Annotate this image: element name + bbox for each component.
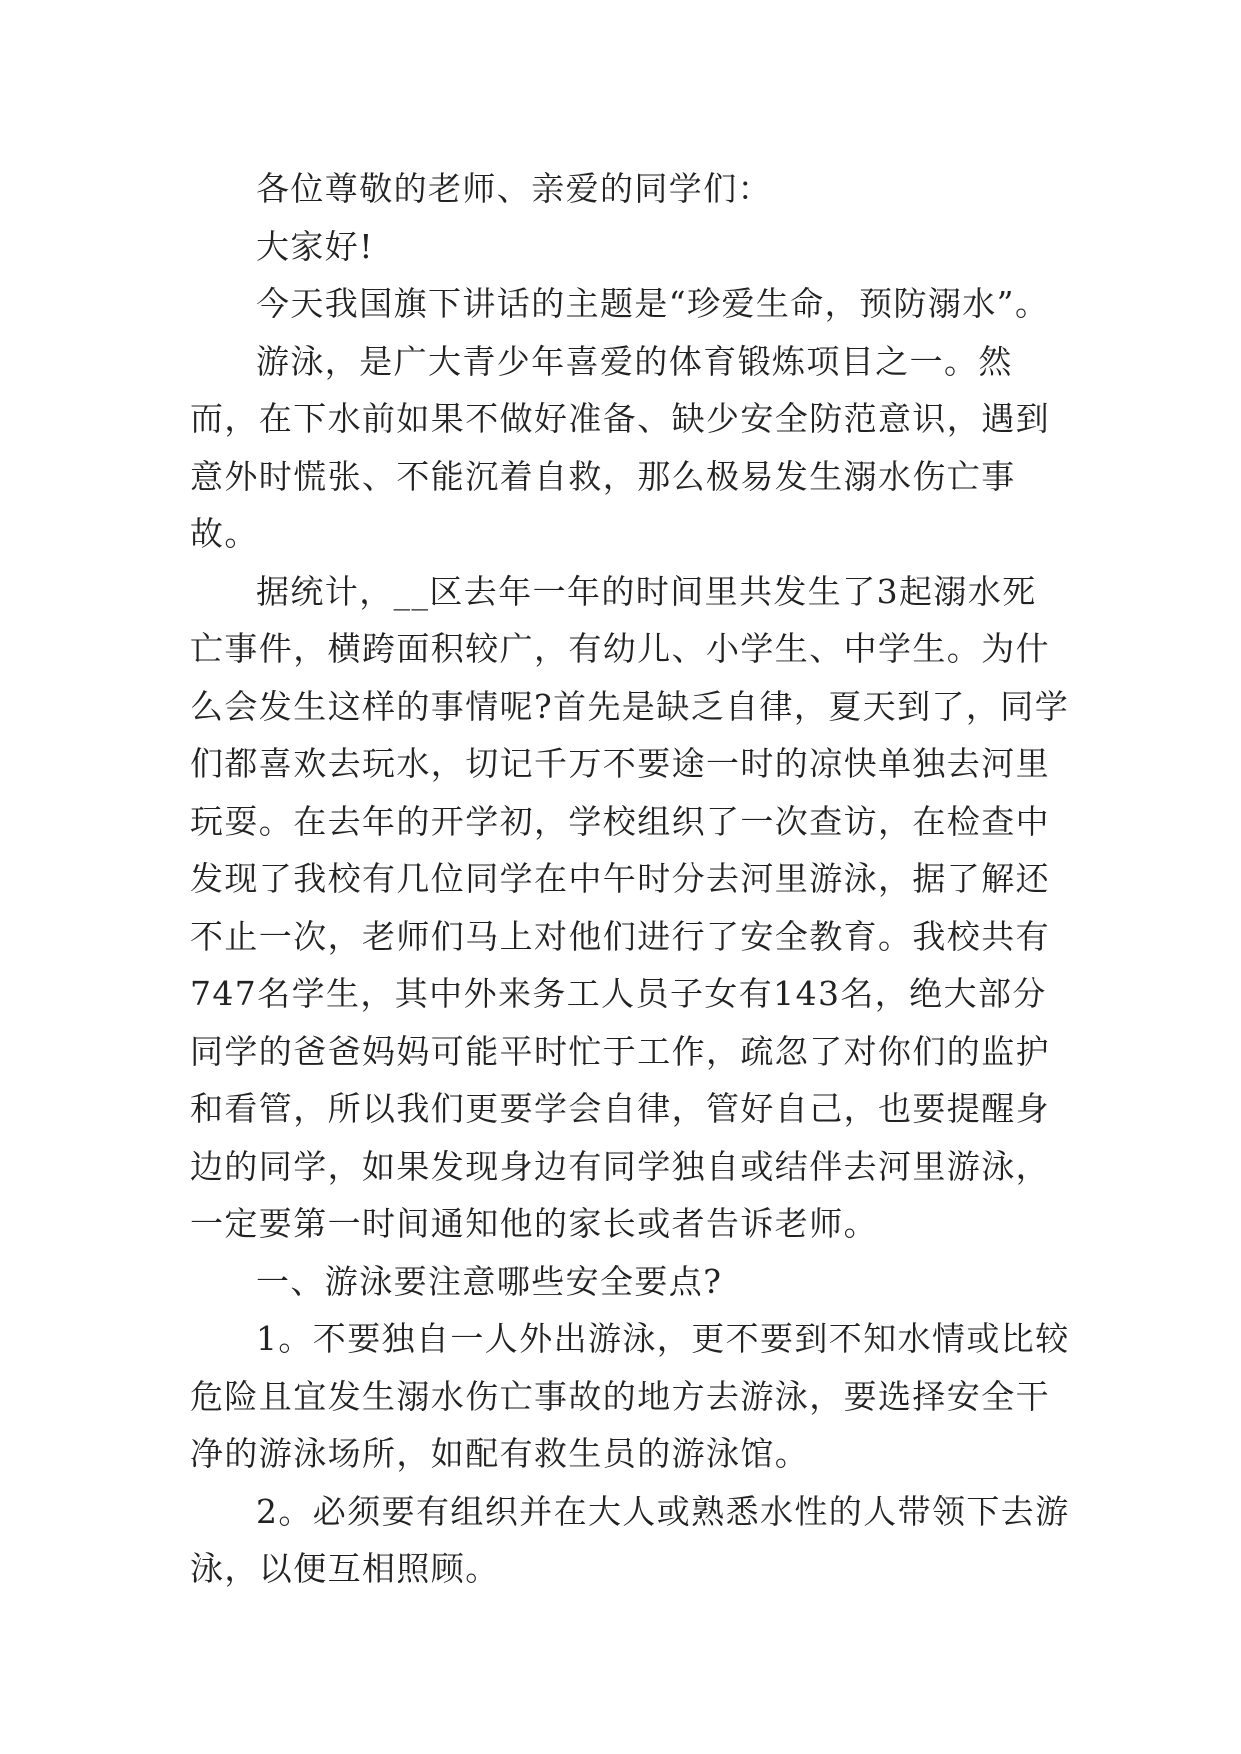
hello-paragraph: 大家好! (256, 226, 374, 266)
statistics-paragraph: 据统计，__区去年一年的时间里共发生了3起溺水死亡事件，横跨面积较广，有幼儿、小学生、中学生。为什么会发生这样的事情呢?首先是缺乏自律，夏天到了，同学们都喜欢去玩水，切记千万不要途一时的凉快单独去河里玩耍。在去年的开学初，学校组织了一次查访，在检查中发现了我校有几位同学在中午时分去河里游泳，据了解还不止一次，老师们马上对他们进行了安全教育。我校共有747名学生，其中外来务工人员子女有143名，绝大部分同学的爸爸妈妈可能平时忙于工作，疏忽了对你们的监护和看管，所以我们更要学会自律，管好自己，也要提醒身边的同学，如果发现身边有同学独自或结伴去河里游泳，一定要第一时间通知他的家长或者告诉老师。 (190, 571, 1070, 1243)
section-heading: 一、游泳要注意哪些安全要点? (256, 1261, 723, 1301)
document-body (190, 160, 1070, 1598)
topic-paragraph: 今天我国旗下讲话的主题是“珍爱生命，预防溺水”。 (256, 284, 1050, 323)
safety-point-1: 1。不要独自一人外出游泳，更不要到不知水情或比较危险且宜发生溺水伤亡事故的地方去游泳，要选择安全干净的游泳场所，如配有救生员的游泳馆。 (190, 1319, 1070, 1473)
swimming-intro-paragraph: 游泳，是广大青少年喜爱的体育锻炼项目之一。然而，在下水前如果不做好准备、缺少安全防范意识，遇到意外时慌张、不能沉着自救，那么极易发生溺水伤亡事故。 (190, 341, 1050, 553)
safety-point-2: 2。必须要有组织并在大人或熟悉水性的人带领下去游泳，以便互相照顾。 (190, 1491, 1070, 1588)
greeting-paragraph: 各位尊敬的老师、亲爱的同学们： (256, 169, 772, 208)
